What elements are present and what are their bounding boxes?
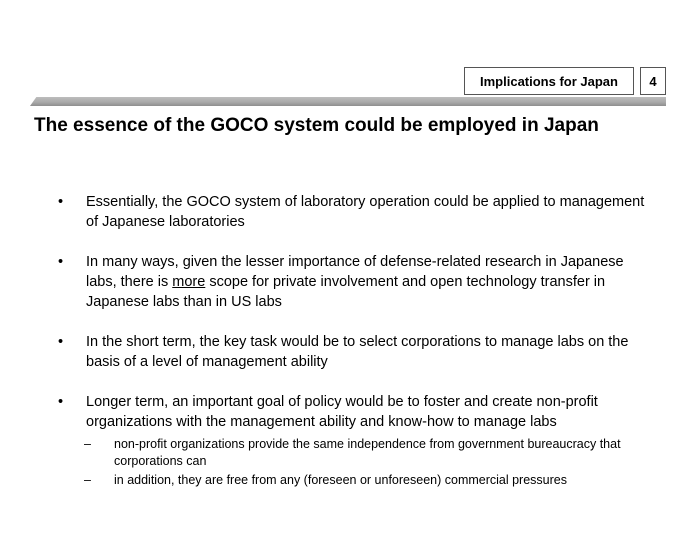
sub-bullet-item	[86, 436, 658, 470]
page-number: 4	[640, 67, 666, 95]
sub-bullet-marker: –	[84, 473, 91, 487]
emphasis-underlined: more	[172, 274, 206, 290]
bullet-list	[58, 192, 658, 511]
bullet-item	[58, 392, 658, 491]
bullet-text-part: In many ways, given the lesser importance of defense-related research in Japanese labs, there is	[86, 254, 624, 290]
bullet-marker: •	[58, 394, 64, 410]
sub-bullet-list	[86, 436, 658, 489]
bullet-marker: •	[58, 254, 64, 270]
page-title: The essence of the GOCO system could be employed in Japan	[34, 115, 599, 136]
bullet-item	[58, 192, 658, 232]
sub-bullet-marker: –	[84, 437, 91, 451]
sub-bullet-text: non-profit organizations provide the same independence from government bureaucracy that corporations can	[114, 437, 621, 468]
bullet-item	[58, 252, 658, 312]
bullet-text-part: scope for private involvement and open technology transfer in Japanese labs than in US labs	[86, 274, 606, 310]
bullet-marker: •	[58, 334, 64, 350]
bullet-text: Longer term, an important goal of policy would be to foster and create non-profit organizations with the management ability and know-how to manage labs	[86, 394, 598, 430]
bullet-marker: •	[58, 194, 64, 210]
sub-bullet-item	[86, 472, 658, 489]
sub-bullet-text: in addition, they are free from any (foreseen or unforeseen) commercial pressures	[114, 473, 567, 487]
bullet-item	[58, 332, 658, 372]
header-divider	[30, 97, 666, 106]
bullet-text	[86, 252, 658, 312]
section-label: Implications for Japan	[464, 67, 634, 95]
bullet-text: Essentially, the GOCO system of laboratory operation could be applied to management of Japanese laboratories	[86, 194, 645, 230]
bullet-text: In the short term, the key task would be to select corporations to manage labs on the basis of a level of management ability	[86, 334, 629, 370]
